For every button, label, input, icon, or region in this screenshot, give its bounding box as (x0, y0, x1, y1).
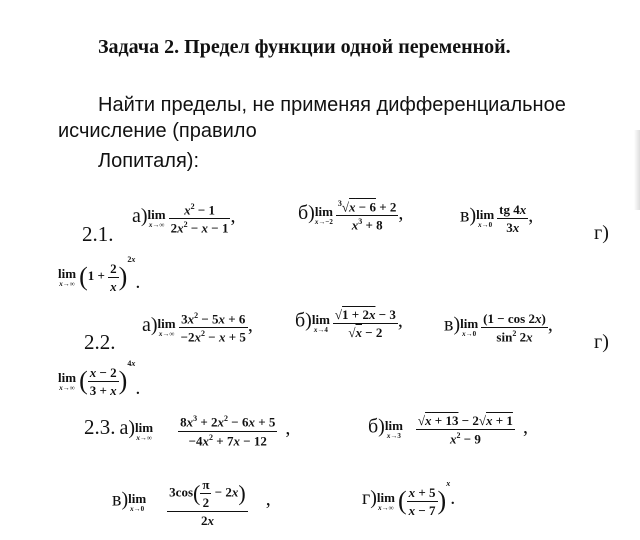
intro-line-3: Лопиталя): (98, 150, 200, 172)
page-edge-shadow (634, 130, 640, 210)
item-label: г) (594, 331, 609, 353)
item-label: в) (444, 313, 461, 336)
problem-2-1-d: lim x→∞ (1 + $\frac{2}{x}$ )$^{2x}$. (58, 255, 141, 294)
limit-expression: lim x→0 3cos( $\frac{\pi}{2}$ − 2x) 2x (128, 477, 246, 528)
item-label: в) (460, 204, 477, 227)
limit-expression: lim x→0 $\frac{tg 4x}{3x}$ (476, 202, 527, 235)
problem-2-2-d: lim x→∞ ( $\frac{x - 2}{3 + x}$ )$^{4x}$. (58, 359, 141, 399)
item-label: г) (362, 487, 377, 509)
item-label: б) (295, 309, 312, 332)
problem-2-3-b: б) lim x→3 $\frac{√x + 13 - 2√x + 1}{x^2 - 9}$ , (368, 413, 528, 447)
problem-2-1-c: в) lim x→0 $\frac{tg 4x}{3x}$ , (460, 202, 534, 235)
problem-2-3-c: в) lim x→0 3cos( $\frac{\pi}{2}$ − 2x) 2x , (112, 477, 271, 528)
problem-2-3-a: 2.3. а) lim x→∞ $\frac{8x^3 + 2x^2 - 6x + 5}{-4x^2 + 7x - 12}$ , (84, 414, 291, 448)
limit-expression: lim x→∞ $\frac{x^2 - 1}{2x^2 - x - 1}$ (147, 202, 229, 236)
problem-2-2-c: в) lim x→0 $\frac{(1 - \cos 2x)}{\sin^2 2x}$ , (444, 311, 553, 345)
problem-number: 2.3. (84, 415, 116, 439)
limit-expression: lim x→−2 $\frac{^3√x - 6 + 2}{x^3 + 8}$ (314, 199, 397, 233)
item-label: б) (368, 415, 385, 438)
limit-expression: lim x→3 $\frac{√x + 13 - 2√x + 1}{x^2 - 9}$ (384, 413, 513, 447)
task-title: Задача 2. Предел функции одной переменной. (98, 36, 511, 58)
problem-2-3-d: г) lim x→∞ ( $\frac{x + 5}{x - 7}$ )$^x$. (362, 479, 456, 518)
item-label: г) (594, 222, 609, 244)
limit-expression: lim x→0 $\frac{(1 - \cos 2x)}{\sin^2 2x}$ (460, 311, 546, 345)
problem-2-1-a: а) lim x→∞ $\frac{x^2 - 1}{2x^2 - x - 1}$ , (132, 202, 236, 236)
limit-expression: lim x→∞ ( $\frac{x - 2}{3 + x}$ )$^{4x}$ (58, 359, 136, 398)
item-label: а) (119, 417, 136, 439)
problem-2-2-a: а) lim x→∞ $\frac{3x^2 - 5x + 6}{-2x^2 - x + 5}$ , (142, 311, 253, 345)
problem-number: 2.2. (84, 330, 116, 354)
problem-number: 2.1. (82, 222, 114, 246)
intro-line-2: исчисление (правило (58, 120, 257, 142)
problem-2-1-b: б) lim x→−2 $\frac{^3√x - 6 + 2}{x^3 + 8}$ , (298, 199, 404, 233)
limit-expression: lim x→∞ ( $\frac{x + 5}{x - 7}$ )$^x$ (376, 479, 451, 518)
item-label: б) (298, 201, 315, 224)
item-label: в) (112, 488, 129, 511)
intro-line-1: Найти пределы, не применяя дифференциальное (98, 94, 566, 116)
item-label: а) (132, 204, 148, 227)
limit-expression: lim x→∞ $\frac{8x^3 + 2x^2 - 6x + 5}{-4x^2 + 7x - 12}$ (135, 414, 276, 448)
problem-2-2-b: б) lim x→4 $\frac{√1 + 2x - 3}{√x - 2}$ , (295, 307, 403, 340)
limit-expression: lim x→4 $\frac{√1 + 2x - 3}{√x - 2}$ (311, 307, 396, 340)
limit-expression: lim x→∞ $\frac{3x^2 - 5x + 6}{-2x^2 - x + 5}$ (157, 311, 246, 345)
limit-expression: lim x→∞ (1 + $\frac{2}{x}$ )$^{2x}$ (58, 255, 136, 294)
item-label: а) (142, 313, 158, 336)
